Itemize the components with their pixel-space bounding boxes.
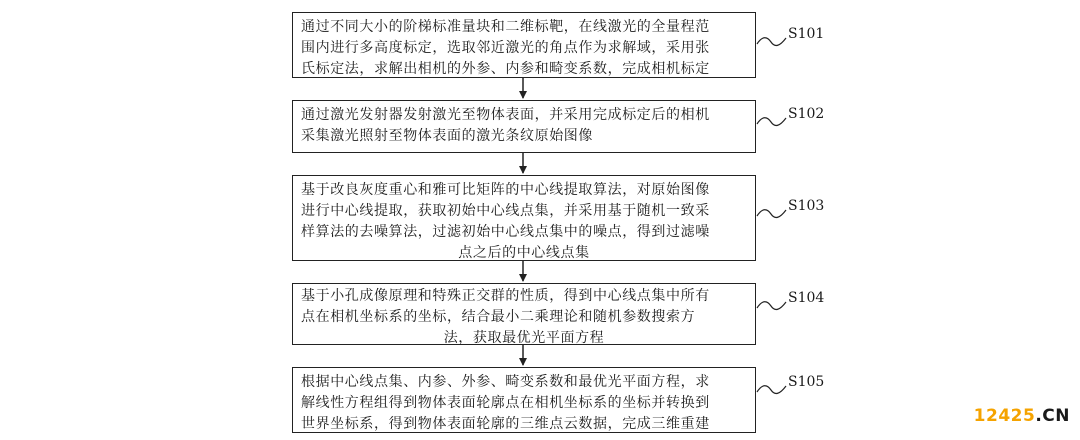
leader-s104 — [757, 302, 786, 310]
step-label-s103: S103 — [788, 198, 825, 214]
watermark-domain: .CN — [1035, 406, 1070, 426]
step-text-line: 基于小孔成像原理和特殊正交群的性质，得到中心线点集中所有 — [301, 288, 710, 304]
step-label-s101: S101 — [788, 26, 825, 42]
step-box-s104 — [292, 283, 756, 345]
leader-s103 — [757, 210, 786, 218]
step-text-line: 根据中心线点集、内参、外参、畸变系数和最优光平面方程，求 — [301, 374, 710, 390]
step-label-s104: S104 — [788, 290, 825, 306]
step-text-line: 氏标定法，求解出相机的外参、内参和畸变系数，完成相机标定 — [301, 61, 710, 77]
step-text-line: 样算法的去噪算法，过滤初始中心线点集中的噪点，得到过滤噪 — [301, 224, 710, 240]
step-text-line: 点在相机坐标系的坐标，结合最小二乘理论和随机参数搜索方 — [301, 309, 696, 325]
leader-s102 — [757, 118, 786, 126]
step-text-line: 基于改良灰度重心和雅可比矩阵的中心线提取算法，对原始图像 — [301, 182, 710, 198]
step-text-line: 法，获取最优光平面方程 — [443, 330, 605, 346]
leader-s101 — [757, 38, 786, 46]
step-text-line: 通过不同大小的阶梯标准量块和二维标靶，在线激光的全量程范 — [301, 19, 710, 35]
watermark — [974, 406, 1070, 426]
step-text-line: 采集激光照射至物体表面的激光条纹原始图像 — [301, 128, 593, 144]
step-label-s105: S105 — [788, 374, 825, 390]
step-text-line: 解线性方程组得到物体表面轮廓点在相机坐标系的坐标并转换到 — [301, 395, 710, 411]
step-box-s103 — [292, 175, 756, 261]
step-label-s102: S102 — [788, 106, 825, 122]
watermark-number: 12425 — [973, 406, 1036, 426]
step-text-line: 进行中心线提取，获取初始中心线点集，并采用基于随机一致采 — [301, 203, 710, 219]
step-box-s101 — [292, 12, 756, 78]
step-text-line: 世界坐标系，得到物体表面轮廓的三维点云数据，完成三维重建 — [301, 416, 710, 432]
step-text-line: 围内进行多高度标定，选取邻近激光的角点作为求解域，采用张 — [301, 40, 710, 56]
step-text-line: 通过激光发射器发射激光至物体表面，并采用完成标定后的相机 — [301, 107, 710, 123]
leader-s105 — [757, 386, 786, 394]
step-text-line: 点之后的中心线点集 — [458, 245, 590, 261]
step-box-s105 — [292, 367, 756, 433]
step-box-s102 — [292, 100, 756, 153]
